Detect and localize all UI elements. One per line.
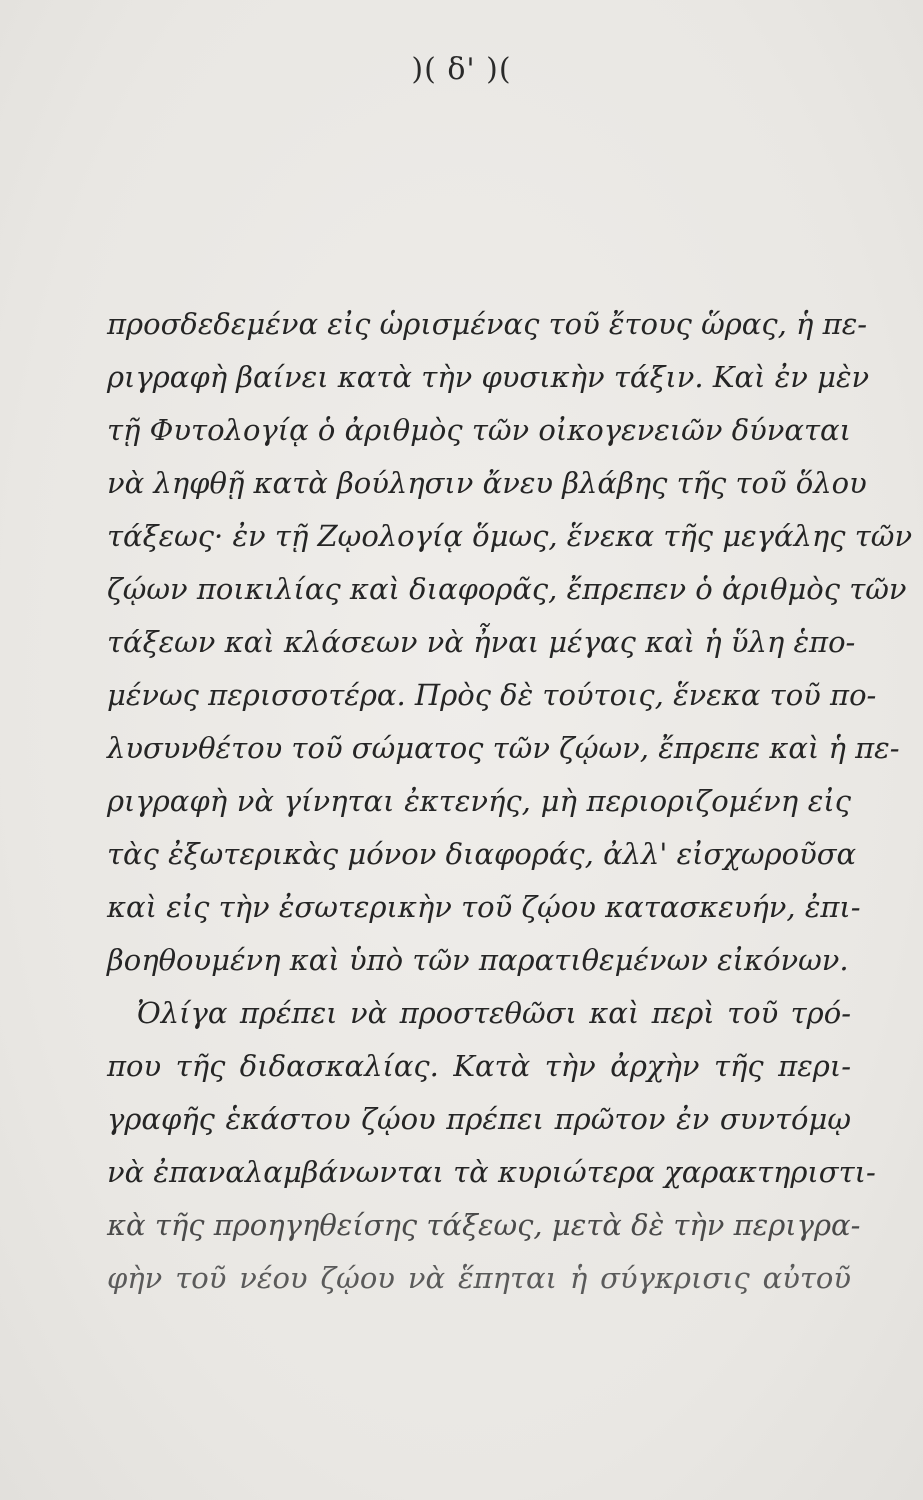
- text-line: ριγραφὴ βαίνει κατὰ τὴν φυσικὴν τάξιν. Καὶ ἐν μὲν: [107, 360, 870, 394]
- text-line: τάξεων καὶ κλάσεων νὰ ἦναι μέγας καὶ ἡ ὕλη ἑπο-: [107, 625, 856, 659]
- text-line-paragraph-start: Ὀλίγα πρέπει νὰ προστεθῶσι καὶ περὶ τοῦ τρό-: [137, 996, 851, 1030]
- text-line-paragraph-end: βοηθουμένη καὶ ὑπὸ τῶν παρατιθεμένων εἰκόνων.: [107, 943, 849, 977]
- text-line: ζῴων ποικιλίας καὶ διαφορᾶς, ἔπρεπεν ὁ ἀριθμὸς τῶν: [107, 572, 907, 606]
- text-line: λυσυνθέτου τοῦ σώματος τῶν ζῴων, ἔπρεπε καὶ ἡ πε-: [107, 731, 900, 765]
- text-line: κὰ τῆς προηγηθείσης τάξεως, μετὰ δὲ τὴν περιγρα-: [107, 1208, 861, 1242]
- text-line: προσδεδεμένα εἰς ὡρισμένας τοῦ ἔτους ὥρας, ἡ πε-: [107, 307, 868, 341]
- text-line: μένως περισσοτέρα. Πρὸς δὲ τούτοις, ἕνεκα τοῦ πο-: [107, 678, 877, 712]
- text-line: τὰς ἐξωτερικὰς μόνον διαφοράς, ἀλλ' εἰσχωροῦσα: [107, 837, 857, 871]
- text-line: καὶ εἰς τὴν ἐσωτερικὴν τοῦ ζῴου κατασκευήν, ἐπι-: [107, 890, 861, 924]
- text-line: φὴν τοῦ νέου ζῴου νὰ ἕπηται ἡ σύγκρισις αὐτοῦ: [107, 1261, 851, 1295]
- body-text: [107, 298, 913, 1305]
- text-line: τάξεως· ἐν τῇ Ζῳολογίᾳ ὅμως, ἕνεκα τῆς μεγάλης τῶν: [107, 519, 913, 553]
- text-line: νὰ ἐπαναλαμβάνωνται τὰ κυριώτερα χαρακτηριστι-: [107, 1155, 876, 1189]
- text-line: γραφῆς ἑκάστου ζῴου πρέπει πρῶτον ἐν συντόμῳ: [107, 1102, 851, 1136]
- text-line: που τῆς διδασκαλίας. Κατὰ τὴν ἀρχὴν τῆς περι-: [107, 1049, 851, 1083]
- text-line: τῇ Φυτολογίᾳ ὁ ἀριθμὸς τῶν οἰκογενειῶν δύναται: [107, 413, 851, 447]
- text-line: ριγραφὴ νὰ γίνηται ἐκτενής, μὴ περιοριζομένη εἰς: [107, 784, 851, 818]
- text-line: νὰ ληφθῇ κατὰ βούλησιν ἄνευ βλάβης τῆς τοῦ ὅλου: [107, 466, 867, 500]
- page-number-header: )( δ' )(: [411, 52, 512, 87]
